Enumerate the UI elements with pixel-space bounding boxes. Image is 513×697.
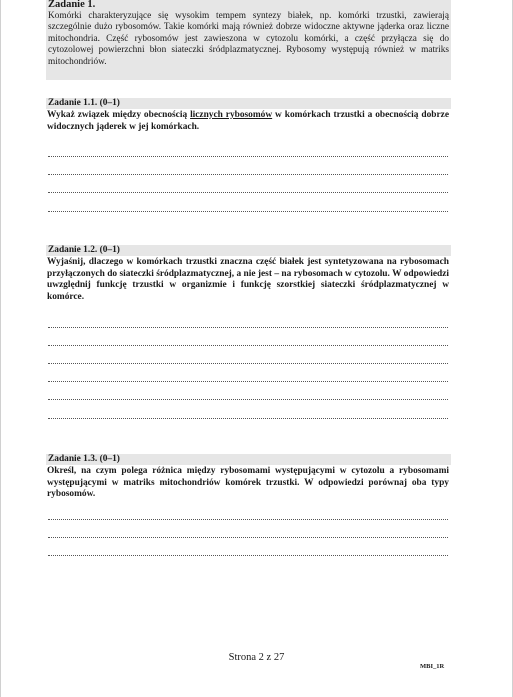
- task-1-1-text-after: w komórkach trzustki a obecnością dobrze widocznych jąderek w jej komórkach.: [47, 110, 449, 132]
- answer-line[interactable]: [48, 327, 448, 328]
- answer-line[interactable]: [48, 174, 448, 175]
- task-1-1-underlined: licznych rybosomów: [190, 110, 273, 120]
- answer-line[interactable]: [48, 381, 448, 382]
- answer-line[interactable]: [48, 537, 448, 538]
- task-1-1-text: [47, 110, 449, 133]
- intro-title: Zadanie 1.: [48, 0, 96, 10]
- answer-line[interactable]: [48, 192, 448, 193]
- intro-section: [46, 0, 451, 80]
- task-1-1-header: Zadanie 1.1. (0–1): [46, 98, 451, 109]
- answer-line[interactable]: [48, 418, 448, 419]
- page-number: Strona 2 z 27: [228, 652, 285, 663]
- intro-text: Komórki charakteryzujące się wysokim tempem syntezy białek, np. komórki trzustki, zawierają szczególnie dużo rybosomów. Takie komórki mają również dobrze widoczne aktywne jąderka oraz liczne mitochondria. Część rybosomów jest zawieszona w cytozolu komórki, a część przyłącza się do cytozolowej powierzchni błon siateczki śródplazmatycznej. Rybosomy występują również w matriks mitochondriów.: [48, 11, 449, 67]
- answer-line[interactable]: [48, 156, 448, 157]
- answer-line[interactable]: [48, 211, 448, 212]
- answer-line[interactable]: [48, 345, 448, 346]
- answer-line[interactable]: [48, 519, 448, 520]
- task-1-3-header: Zadanie 1.3. (0–1): [46, 454, 451, 465]
- answer-line[interactable]: [48, 363, 448, 364]
- task-1-2-text: Wyjaśnij, dlaczego w komórkach trzustki znaczna część białek jest syntetyzowana na rybosomach przyłączonych do siateczki śródplazmatycznej, a nie jest – na rybosomach w cytozolu. W odpowiedzi uwzględnij funkcję trzustki w organizmie i funkcję szorstkiej siateczki śródplazmatycznej w komórce.: [47, 257, 449, 302]
- task-1-2-header: Zadanie 1.2. (0–1): [46, 245, 451, 256]
- answer-line[interactable]: [48, 555, 448, 556]
- task-1-1-text-before: Wykaż związek między obecnością: [47, 110, 191, 120]
- task-1-3-text: Określ, na czym polega różnica między rybosomami występującymi w cytozolu a rybosomami występującymi w matriks mitochondriów komórek trzustki. W odpowiedzi porównaj oba typy rybosomów.: [47, 466, 449, 500]
- answer-line[interactable]: [48, 399, 448, 400]
- exam-code: MBI_1R: [420, 663, 445, 670]
